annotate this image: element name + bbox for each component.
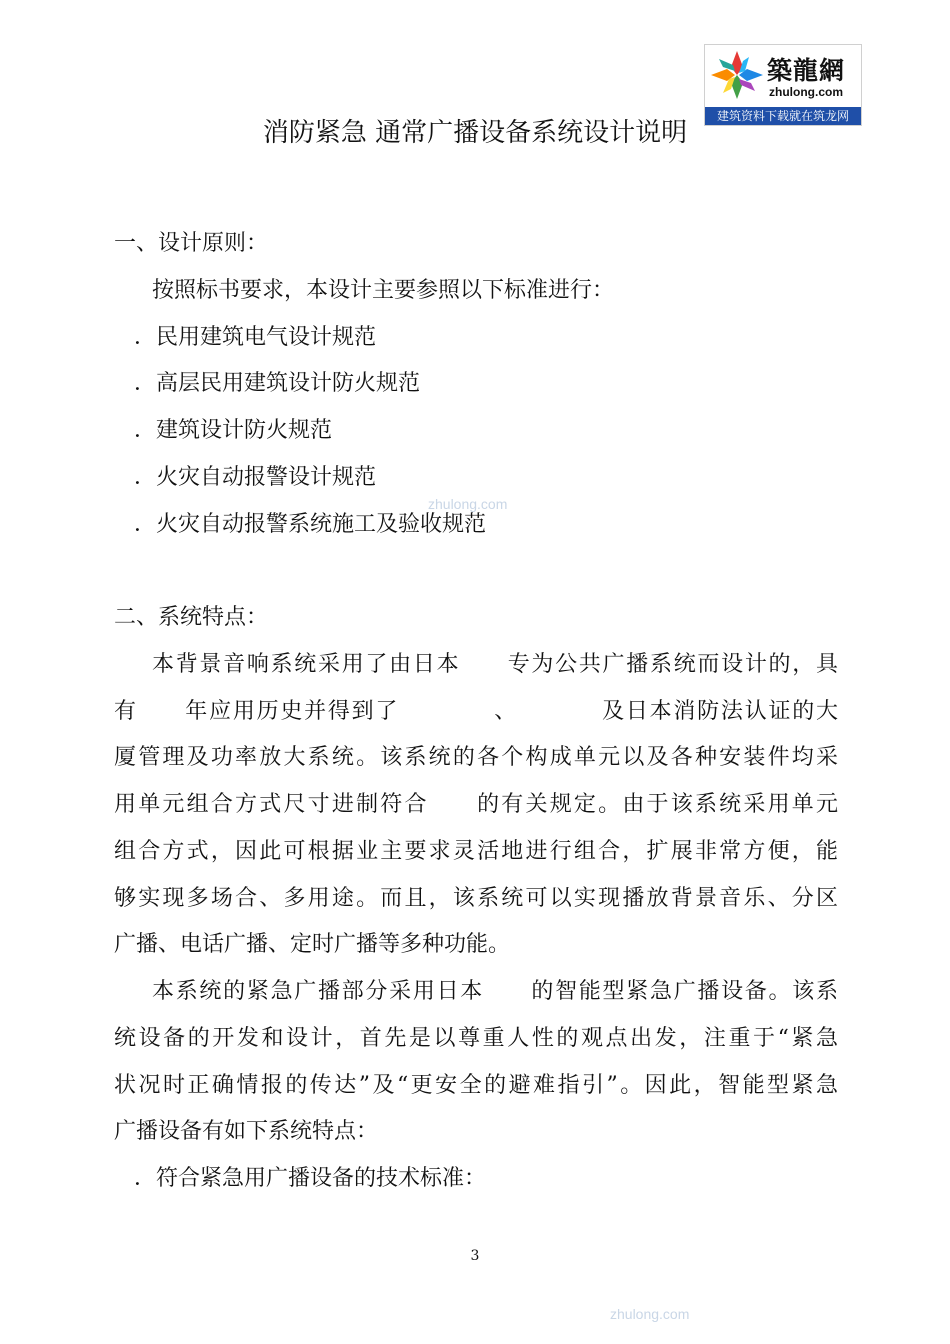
section1-heading: 一、设计原则： bbox=[114, 231, 269, 256]
paragraph-line: 用单元组合方式尺寸进制符合 的有关规定。由于该系统采用单元 bbox=[114, 792, 838, 817]
paragraph-line: 广播、电话广播、定时广播等多种功能。 bbox=[114, 932, 511, 957]
paragraph-line: 本背景音响系统采用了由日本 专为公共广播系统而设计的，具 bbox=[152, 652, 838, 677]
feature-item: ．符合紧急用广播设备的技术标准： bbox=[134, 1166, 487, 1191]
paragraph-line: 够实现多场合、多用途。而且，该系统可以实现播放背景音乐、分区 bbox=[114, 886, 838, 911]
section2-heading: 二、系统特点： bbox=[114, 605, 269, 630]
page-number: 3 bbox=[470, 1248, 480, 1264]
standard-item: ．火灾自动报警设计规范 bbox=[134, 465, 377, 490]
logo-pinwheel-icon bbox=[709, 49, 765, 101]
standard-item: ．民用建筑电气设计规范 bbox=[134, 325, 377, 350]
watermark-text: zhulong.com bbox=[428, 496, 508, 512]
paragraph-line: 厦管理及功率放大系统。该系统的各个构成单元以及各种安装件均采 bbox=[114, 745, 838, 770]
paragraph-line: 本系统的紧急广播部分采用日本 的智能型紧急广播设备。该系 bbox=[152, 979, 838, 1004]
paragraph-line: 统设备的开发和设计，首先是以尊重人性的观点出发，注重于“紧急 bbox=[114, 1026, 838, 1051]
paragraph-line: 广播设备有如下系统特点： bbox=[114, 1119, 379, 1144]
logo-chinese-text: 築龍網 bbox=[767, 56, 846, 85]
logo-english-text: zhulong.com bbox=[769, 85, 843, 99]
document-title: 消防紧急 通常广播设备系统设计说明 bbox=[262, 118, 688, 148]
section1-intro: 按照标书要求，本设计主要参照以下标准进行： bbox=[152, 278, 615, 303]
paragraph-line: 状况时正确情报的传达”及“更安全的避难指引”。因此，智能型紧急 bbox=[114, 1073, 838, 1098]
watermark-text: zhulong.com bbox=[610, 1306, 690, 1322]
paragraph-line: 组合方式，因此可根据业主要求灵活地进行组合，扩展非常方便，能 bbox=[114, 839, 838, 864]
paragraph-line: 有 年应用历史并得到了 、 及日本消防法认证的大 bbox=[114, 699, 838, 724]
standard-item: ．高层民用建筑设计防火规范 bbox=[134, 371, 421, 396]
logo-banner: 建筑资料下载就在筑龙网 bbox=[705, 107, 861, 125]
standard-item: ．建筑设计防火规范 bbox=[134, 418, 333, 443]
standard-item: ．火灾自动报警系统施工及验收规范 bbox=[134, 512, 487, 537]
